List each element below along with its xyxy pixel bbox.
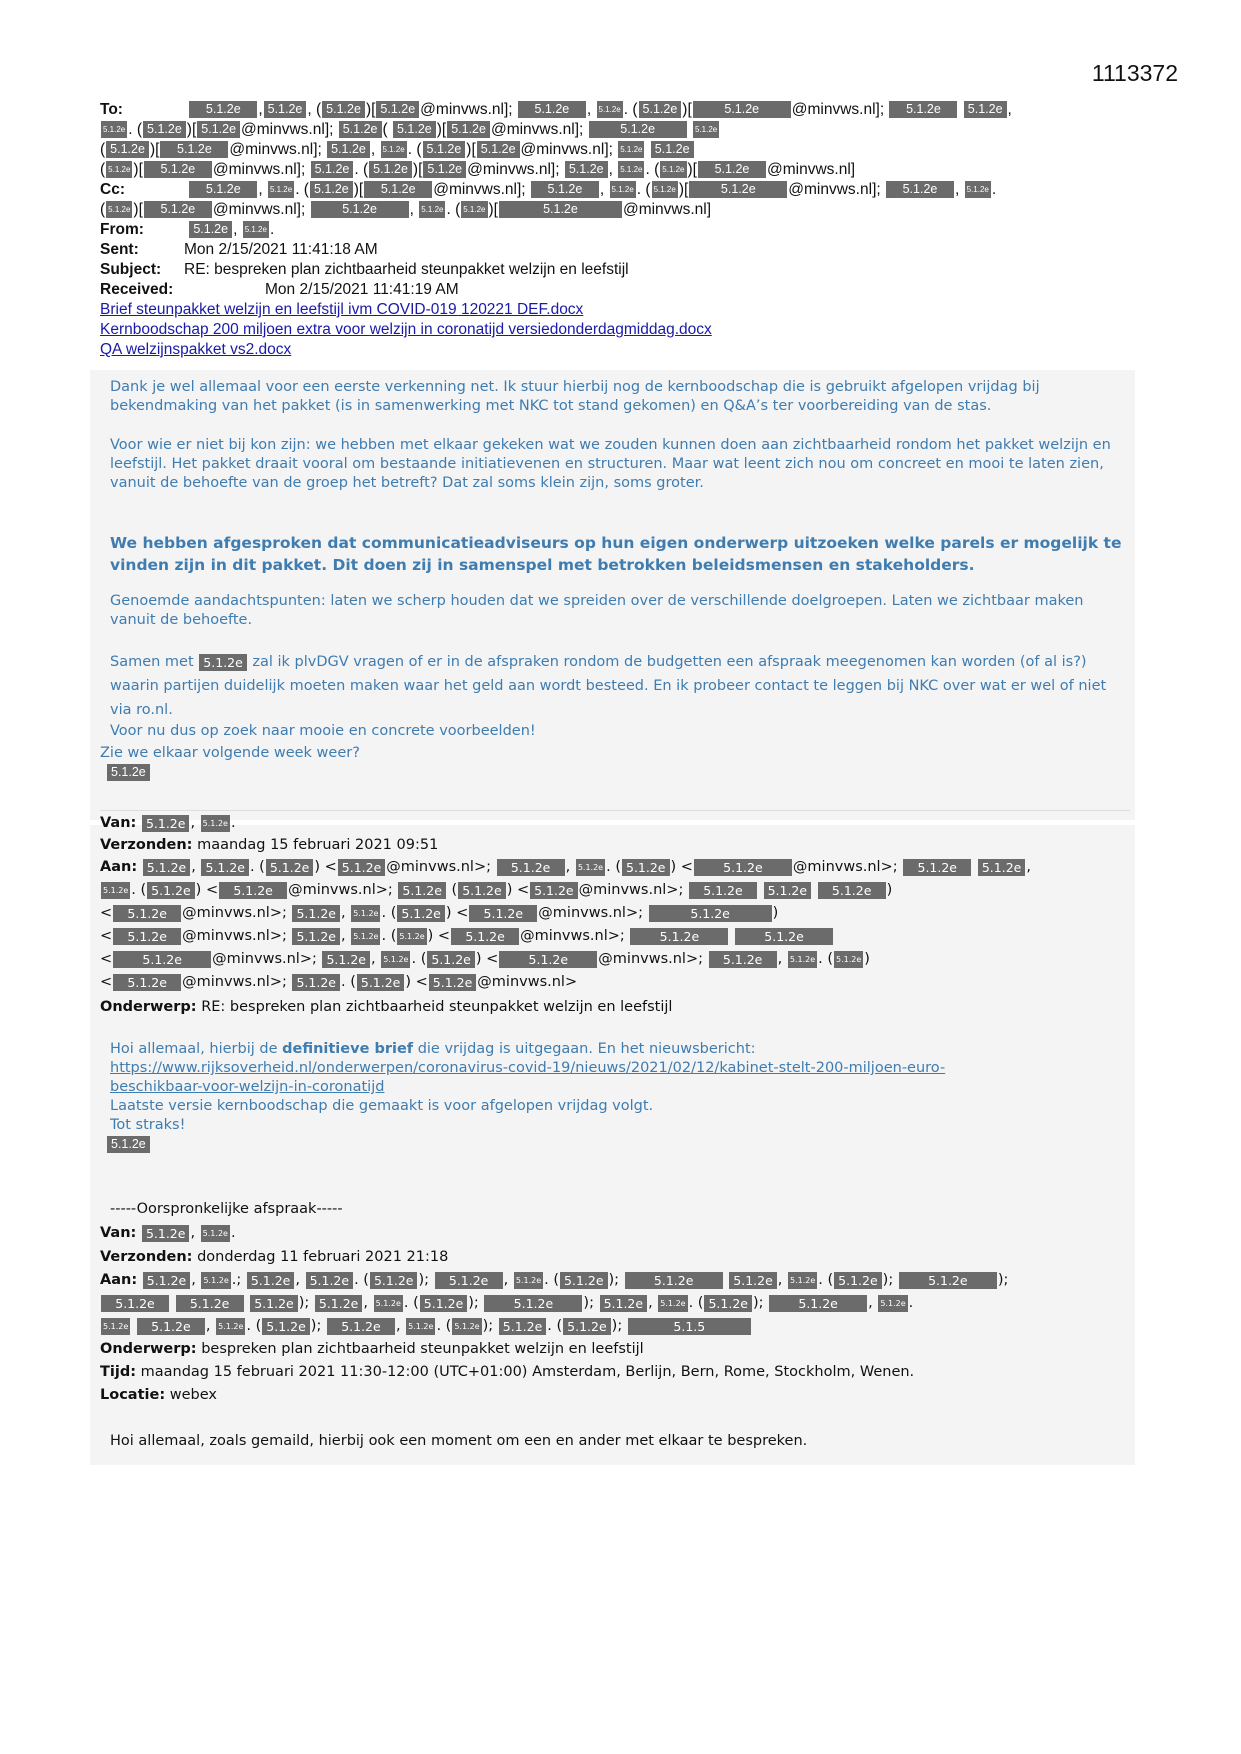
redaction: 5.1.2e [264, 101, 307, 118]
url-part-2[interactable]: beschikbaar-voor-welzijn-in-coronatijd [110, 1079, 385, 1095]
redaction: 5.1.2e [306, 1272, 354, 1289]
paragraph: Laatste versie kernboodschap die gemaakt is voor afgelopen vrijdag volgt. [110, 1098, 654, 1114]
attachment-link-kernboodschap[interactable]: Kernboodschap 200 miljoen extra voor welzijn in coronatijd versiedonderdagmiddag.docx [100, 321, 712, 338]
redaction: 5.1.2e [451, 928, 519, 945]
email-domain: @minvws.nl [766, 161, 851, 178]
verzonden-line [100, 834, 1130, 856]
redaction: 5.1.2e [649, 905, 772, 922]
redaction: 5.1.2e [381, 951, 410, 968]
to-line-4: ( 5.1.2e )[ 5.1.2e @minvws.nl]; 5.1.2e . ( 5.1.2e )[ 5.1.2e @minvws.nl]; 5.1.2e , 5.1.2e . ( 5.1.2e )[ 5.1.2e @minvws.nl] [100, 161, 856, 178]
aan-line-4: < 5.1.2e @minvws.nl>; 5.1.2e , 5.1.2e . ( 5.1.2e ) < 5.1.2e @minvws.nl>; 5.1.2e 5.1.2e [100, 925, 1130, 947]
redaction: 5.1.2e [458, 882, 506, 899]
email-domain: @minvws.nl [477, 974, 565, 990]
subject-line [100, 260, 1130, 280]
onderwerp-value: bespreken plan zichtbaarheid steunpakket welzijn en leefstijl [201, 1341, 644, 1357]
paragraph [110, 650, 1130, 722]
redaction: 5.1.2e [327, 1318, 395, 1335]
text: Hoi allemaal, hierbij de [110, 1041, 278, 1057]
email-domain: @minvws.nl [792, 859, 881, 875]
redaction: 5.1.2e [113, 951, 211, 968]
redaction: 5.1.2e [729, 1272, 777, 1289]
tijd-label: Tijd: [100, 1364, 137, 1380]
signature [106, 1136, 1126, 1154]
email-domain: @minvws.nl [467, 161, 551, 178]
email-domain: @minvws.nl [288, 882, 376, 898]
redaction: 5.1.2e [704, 1295, 752, 1312]
email-domain: @minvws.nl [420, 101, 504, 118]
sent-label: Sent: [100, 241, 139, 258]
email-domain: @minvws.nl [490, 121, 575, 138]
email-domain: @minvws.nl [791, 101, 876, 118]
redaction: 5.1.2e [419, 201, 445, 218]
redaction: 5.1.2e [176, 1295, 244, 1312]
redaction: 5.1.2e [709, 951, 777, 968]
redaction: 5.1.2e [694, 859, 792, 876]
redaction: 5.1.2e [899, 1272, 997, 1289]
verzonden-label: Verzonden: [100, 837, 193, 853]
email-domain: @minvws.nl [229, 141, 314, 158]
redaction: 5.1.2e [618, 141, 644, 158]
redaction: 5.1.2e [398, 882, 446, 899]
redaction: 5.1.2e [310, 181, 353, 198]
verzonden-value: donderdag 11 februari 2021 21:18 [197, 1249, 449, 1265]
redaction: 5.1.2e [600, 1295, 648, 1312]
redaction: 5.1.2e [292, 974, 340, 991]
onderwerp-label: Onderwerp: [100, 999, 197, 1015]
email-domain: @minvws.nl [212, 201, 297, 218]
van-line: Van: 5.1.2e , 5.1.2e . [100, 815, 236, 831]
redaction: 5.1.2e [189, 181, 257, 198]
redaction: 5.1.2e [610, 181, 636, 198]
redaction: 5.1.2e [322, 101, 365, 118]
redaction: 5.1.2e [693, 101, 791, 118]
redaction: 5.1.2e [381, 141, 407, 158]
document-number: 1113372 [1091, 60, 1178, 86]
redaction: 5.1.2e [201, 1225, 230, 1242]
redaction: 5.1.2e [376, 101, 419, 118]
text: Samen met [110, 654, 194, 670]
redaction: 5.1.2e [514, 1272, 543, 1289]
email-domain: @minvws.nl [212, 161, 297, 178]
redaction: 5.1.2e [113, 928, 181, 945]
redaction: 5.1.2e [639, 101, 682, 118]
van-label: Van: [100, 815, 137, 831]
redaction: 5.1.2e [101, 1318, 130, 1335]
redaction: 5.1.2e [327, 141, 370, 158]
onderwerp-line [100, 1338, 1130, 1360]
cc-line-1: Cc: 5.1.2e , 5.1.2e . ( 5.1.2e )[ 5.1.2e @minvws.nl]; 5.1.2e , 5.1.2e . ( 5.1.2e )[ 5.1.2e @minvws.nl]; 5.1.2e , 5.1.2e . [100, 181, 997, 198]
email-domain: @minvws.nl [433, 181, 517, 198]
redaction: 5.1.2e [903, 859, 971, 876]
redaction: 5.1.2e [189, 221, 232, 238]
redaction: 5.1.2e [147, 882, 195, 899]
verzonden-line [100, 1246, 1130, 1268]
redaction: 5.1.2e [397, 928, 426, 945]
redaction: 5.1.2e [143, 859, 191, 876]
redaction: 5.1.2e [199, 654, 247, 671]
email-domain: @minvws.nl [241, 121, 325, 138]
redaction: 5.1.2e [834, 1272, 882, 1289]
aan-label: Aan: [100, 1272, 138, 1288]
to-line-2: 5.1.2e . ( 5.1.2e )[ 5.1.2e @minvws.nl]; 5.1.2e ( 5.1.2e )[ 5.1.2e @minvws.nl]; 5.1.2e 5.1.2e [103, 121, 718, 138]
redaction: 5.1.2e [370, 1272, 418, 1289]
to-line-1: To: 5.1.2e , 5.1.2e , ( 5.1.2e )[ 5.1.2e @minvws.nl]; 5.1.2e , 5.1.2e . ( 5.1.2e )[ 5.1.2e @minvws.nl]; 5.1.2e 5.1.2e , [100, 101, 1012, 118]
redaction: 5.1.2e [427, 951, 475, 968]
email-domain: @minvws.nl [598, 951, 686, 967]
redaction: 5.1.2e [531, 181, 599, 198]
redaction: 5.1.2e [698, 161, 766, 178]
paragraph: Hoi allemaal, zoals gemaild, hierbij ook een moment om een en ander met elkaar te bespreken. [110, 1433, 808, 1449]
email-domain: @minvws.nl [182, 905, 270, 921]
paragraph [110, 1040, 1130, 1059]
redaction: 5.1.2e [447, 121, 490, 138]
email-domain: @minvws.nl [538, 905, 626, 921]
redaction: 5.1.2e [113, 905, 181, 922]
aan-line-1: Aan: 5.1.2e , 5.1.2e .; 5.1.2e , 5.1.2e . ( 5.1.2e ); 5.1.2e , 5.1.2e . ( 5.1.2e ); 5.1.2e 5.1.2e , 5.1.2e . ( 5.1.2e ); 5.1.2e ); [100, 1272, 1009, 1288]
redaction: 5.1.2e [216, 1318, 245, 1335]
redaction: 5.1.2e [530, 882, 578, 899]
redaction: 5.1.2e [101, 1295, 169, 1312]
email-domain: @minvws.nl [788, 181, 873, 198]
redaction: 5.1.2e [423, 141, 466, 158]
text: die vrijdag is uitgegaan. En het nieuwsbericht: [417, 1041, 756, 1057]
redaction: 5.1.2e [374, 1295, 403, 1312]
email-domain: @minvws.nl [520, 141, 605, 158]
redaction: 5.1.2e [143, 121, 186, 138]
redaction: 5.1.2e [589, 121, 687, 138]
redaction: 5.1.2e [142, 815, 190, 832]
redaction: 5.1.2e [788, 1272, 817, 1289]
redaction: 5.1.2e [351, 905, 380, 922]
redaction: 5.1.2e [576, 859, 605, 876]
to-label: To: [100, 101, 123, 118]
redaction: 5.1.2e [266, 859, 314, 876]
redaction: 5.1.2e [292, 928, 340, 945]
redaction: 5.1.2e [618, 161, 644, 178]
attachment-link-qa[interactable]: QA welzijnspakket vs2.docx [100, 341, 292, 358]
paragraph: Voor wie er niet bij kon zijn: we hebben met elkaar gekeken wat we zouden kunnen doen aan zichtbaarheid rondom het pakket welzijn en leefstijl. Het pakket draait vooral om bestaande initiatievenen en structuren. Maar wat leent zich nou om concreet en mooi te laten zien, vanuit de behoefte van de groep het betreft? Dat zal soms klein zijn, soms groter. [110, 437, 1111, 491]
paragraph: Tot straks! [110, 1117, 186, 1133]
aan-line-2: 5.1.2e . ( 5.1.2e ) < 5.1.2e @minvws.nl>; 5.1.2e ( 5.1.2e ) < 5.1.2e @minvws.nl>; 5.1.2e 5.1.2e 5.1.2e ) [103, 882, 893, 898]
redaction: 5.1.2e [499, 951, 597, 968]
sent-line [100, 240, 1130, 260]
redaction: 5.1.2e [652, 181, 678, 198]
redaction: 5.1.2e [764, 882, 812, 899]
cc-label: Cc: [100, 181, 125, 198]
redaction: 5.1.5 [628, 1318, 751, 1335]
redaction: 5.1.2e [101, 882, 130, 899]
redaction: 5.1.2e [107, 1136, 150, 1153]
redaction: 5.1.2e [292, 905, 340, 922]
redaction: 5.1.2e [339, 121, 382, 138]
redaction: 5.1.2e [315, 1295, 363, 1312]
redaction: 5.1.2e [197, 121, 240, 138]
redaction: 5.1.2e [142, 1225, 190, 1242]
redaction: 5.1.2e [499, 1318, 547, 1335]
redaction: 5.1.2e [565, 161, 608, 178]
tijd-line [100, 1361, 1130, 1383]
redaction: 5.1.2e [357, 974, 405, 991]
subject-label: Subject: [100, 261, 162, 278]
redaction: 5.1.2e [735, 928, 833, 945]
verzonden-label: Verzonden: [100, 1249, 193, 1265]
redaction: 5.1.2e [144, 201, 212, 218]
email-domain: @minvws.nl [520, 928, 608, 944]
onderwerp-label: Onderwerp: [100, 1341, 197, 1357]
redaction: 5.1.2e [397, 905, 445, 922]
signature [106, 764, 1126, 782]
redaction: 5.1.2e [201, 859, 249, 876]
text-bold: definitieve brief [282, 1041, 414, 1057]
locatie-label: Locatie: [100, 1387, 166, 1403]
redaction: 5.1.2e [160, 141, 228, 158]
redaction: 5.1.2e [338, 859, 386, 876]
redaction: 5.1.2e [658, 1295, 687, 1312]
text: zal ik plvDGV vragen of er in de afspraken rondom de budgetten een afspraak meegenomen kan worden (of al is?) waarin partijen duidelijk moeten maken waar het geld aan wordt besteed. En ik probeer contact te leggen bij NKC over wat er wel of niet via ro.nl. [110, 654, 1107, 718]
redaction: 5.1.2e [689, 181, 787, 198]
paragraph: Dank je wel allemaal voor een eerste verkenning net. Ik stuur hierbij nog de kernboodschap die is gebruikt afgelopen vrijdag bij bekendmaking van het pakket (is in samenwerking met NKC tot stand gekomen) en Q&A’s ter voorbereiding van de stas. [110, 379, 1040, 414]
from-label: From: [100, 221, 144, 238]
redaction: 5.1.2e [769, 1295, 867, 1312]
attachment-link-brief[interactable]: Brief steunpakket welzijn en leefstijl ivm COVID-019 120221 DEF.docx [100, 301, 584, 318]
redaction: 5.1.2e [497, 859, 565, 876]
sent-value: Mon 2/15/2021 11:41:18 AM [184, 241, 378, 258]
redaction: 5.1.2e [660, 161, 686, 178]
redaction: 5.1.2e [143, 1272, 191, 1289]
aan-line-2: 5.1.2e 5.1.2e 5.1.2e ); 5.1.2e , 5.1.2e . ( 5.1.2e ); 5.1.2e ); 5.1.2e , 5.1.2e . ( 5.1.2e ); 5.1.2e , 5.1.2e . [100, 1292, 1130, 1314]
tijd-value: maandag 15 februari 2021 11:30-12:00 (UTC+01:00) Amsterdam, Berlijn, Bern, Rome, Stockholm, Wenen. [140, 1364, 915, 1380]
redaction: 5.1.2e [435, 1272, 503, 1289]
redaction: 5.1.2e [560, 1272, 608, 1289]
orig-header: -----Oorspronkelijke afspraak----- [110, 1201, 343, 1217]
redaction: 5.1.2e [499, 201, 622, 218]
redaction: 5.1.2e [351, 928, 380, 945]
redaction: 5.1.2e [101, 121, 127, 138]
redaction: 5.1.2e [878, 1295, 907, 1312]
to-line-3: ( 5.1.2e )[ 5.1.2e @minvws.nl]; 5.1.2e , 5.1.2e . ( 5.1.2e )[ 5.1.2e @minvws.nl]; 5.1.2e 5.1.2e [100, 140, 1130, 160]
redaction: 5.1.2e [423, 161, 466, 178]
subject-value: RE: bespreken plan zichtbaarheid steunpakket welzijn en leefstijl [184, 261, 629, 278]
redaction: 5.1.2e [429, 974, 477, 991]
redaction: 5.1.2e [106, 161, 132, 178]
redaction: 5.1.2e [978, 859, 1026, 876]
received-label: Received: [100, 281, 174, 298]
redaction: 5.1.2e [201, 1272, 230, 1289]
redaction: 5.1.2e [625, 1272, 723, 1289]
paragraph: Zie we elkaar volgende week weer? [100, 745, 360, 761]
email-domain: @minvws.nl [578, 882, 667, 898]
news-link[interactable] [110, 1059, 1130, 1078]
divider [100, 810, 1130, 811]
redaction: 5.1.2e [219, 882, 287, 899]
redaction: 5.1.2e [689, 882, 757, 899]
redaction: 5.1.2e [137, 1318, 205, 1335]
aan-label: Aan: [100, 859, 138, 875]
redaction: 5.1.2e [420, 1295, 468, 1312]
redaction: 5.1.2e [886, 181, 954, 198]
redaction: 5.1.2e [250, 1295, 298, 1312]
van-line: Van: 5.1.2e , 5.1.2e . [100, 1225, 236, 1241]
redaction: 5.1.2e [106, 141, 149, 158]
redaction: 5.1.2e [788, 951, 817, 968]
received-line [100, 280, 1130, 300]
email-header [100, 100, 1130, 360]
email-domain: @minvws.nl [212, 951, 300, 967]
url-part-1[interactable]: https://www.rijksoverheid.nl/onderwerpen/coronavirus-covid-19/nieuws/2021/02/12/kabinet-stelt-200-miljoen-euro- [110, 1060, 946, 1076]
aan-line-3: < 5.1.2e @minvws.nl>; 5.1.2e , 5.1.2e . ( 5.1.2e ) < 5.1.2e @minvws.nl>; 5.1.2e ) [100, 905, 779, 921]
locatie-line [100, 1384, 1130, 1406]
from-line: From: 5.1.2e , 5.1.2e . [100, 221, 275, 238]
redaction: 5.1.2e [364, 181, 432, 198]
redaction: 5.1.2e [393, 121, 436, 138]
redaction: 5.1.2e [484, 1295, 582, 1312]
redaction: 5.1.2e [406, 1318, 435, 1335]
redaction: 5.1.2e [964, 101, 1007, 118]
redaction: 5.1.2e [107, 764, 150, 781]
redaction: 5.1.2e [477, 141, 520, 158]
redaction: 5.1.2e [461, 201, 487, 218]
aan-line-1: Aan: 5.1.2e , 5.1.2e . ( 5.1.2e ) < 5.1.2e @minvws.nl>; 5.1.2e , 5.1.2e . ( 5.1.2e ) < 5.1.2e @minvws.nl>; 5.1.2e 5.1.2e , [100, 859, 1031, 875]
cc-line-2: ( 5.1.2e )[ 5.1.2e @minvws.nl]; 5.1.2e , 5.1.2e . ( 5.1.2e )[ 5.1.2e @minvws.nl] [100, 201, 712, 218]
redaction: 5.1.2e [452, 1318, 481, 1335]
van-label: Van: [100, 1225, 137, 1241]
onderwerp-value: RE: bespreken plan zichtbaarheid steunpakket welzijn en leefstijl [201, 999, 673, 1015]
paragraph: Genoemde aandachtspunten: laten we scherp houden dat we spreiden over de verschillende doelgroepen. Laten we zichtbaar maken vanuit de behoefte. [110, 593, 1084, 628]
paragraph: Voor nu dus op zoek naar mooie en concrete voorbeelden! [110, 723, 536, 739]
verzonden-value: maandag 15 februari 2021 09:51 [197, 837, 439, 853]
redaction: 5.1.2e [247, 1272, 295, 1289]
received-value: Mon 2/15/2021 11:41:19 AM [265, 281, 459, 298]
email-domain: @minvws.nl [386, 859, 474, 875]
redaction: 5.1.2e [201, 815, 230, 832]
redaction: 5.1.2e [518, 101, 586, 118]
redaction: 5.1.2e [322, 951, 370, 968]
redaction: 5.1.2e [834, 951, 863, 968]
redaction: 5.1.2e [311, 161, 354, 178]
redaction: 5.1.2e [262, 1318, 310, 1335]
email-domain: @minvws.nl [622, 201, 707, 218]
locatie-value: webex [169, 1387, 217, 1403]
redaction: 5.1.2e [889, 101, 957, 118]
redaction: 5.1.2e [369, 161, 412, 178]
redaction: 5.1.2e [630, 928, 728, 945]
redaction: 5.1.2e [651, 141, 694, 158]
redaction: 5.1.2e [113, 974, 181, 991]
redaction: 5.1.2e [268, 181, 294, 198]
aan-line-3: 5.1.2e 5.1.2e , 5.1.2e . ( 5.1.2e ); 5.1.2e , 5.1.2e . ( 5.1.2e ); 5.1.2e . ( 5.1.2e ); 5.1.5 [100, 1315, 1130, 1337]
redaction: 5.1.2e [144, 161, 212, 178]
redaction: 5.1.2e [189, 101, 257, 118]
email-domain: @minvws.nl [182, 928, 270, 944]
aan-line-6: < 5.1.2e @minvws.nl>; 5.1.2e . ( 5.1.2e ) < 5.1.2e @minvws.nl> [100, 974, 578, 990]
onderwerp-line [100, 996, 1130, 1018]
news-link-cont[interactable] [110, 1078, 1130, 1097]
aan-line-5: < 5.1.2e @minvws.nl>; 5.1.2e , 5.1.2e . ( 5.1.2e ) < 5.1.2e @minvws.nl>; 5.1.2e , 5.1.2e . ( 5.1.2e ) [100, 951, 870, 967]
redaction: 5.1.2e [622, 859, 670, 876]
redaction: 5.1.2e [243, 221, 269, 238]
email-domain: @minvws.nl [182, 974, 270, 990]
redaction: 5.1.2e [563, 1318, 611, 1335]
paragraph-bold: We hebben afgesproken dat communicatieadviseurs op hun eigen onderwerp uitzoeken welke parels er mogelijk te vinden zijn in dit pakket. Dit doen zij in samenspel met betrokken beleidsmensen en stakeholders. [110, 534, 1122, 574]
redaction: 5.1.2e [106, 201, 132, 218]
redaction: 5.1.2e [693, 121, 719, 138]
redaction: 5.1.2e [965, 181, 991, 198]
redaction: 5.1.2e [597, 101, 623, 118]
redaction: 5.1.2e [469, 905, 537, 922]
redaction: 5.1.2e [818, 882, 886, 899]
redaction: 5.1.2e [311, 201, 409, 218]
